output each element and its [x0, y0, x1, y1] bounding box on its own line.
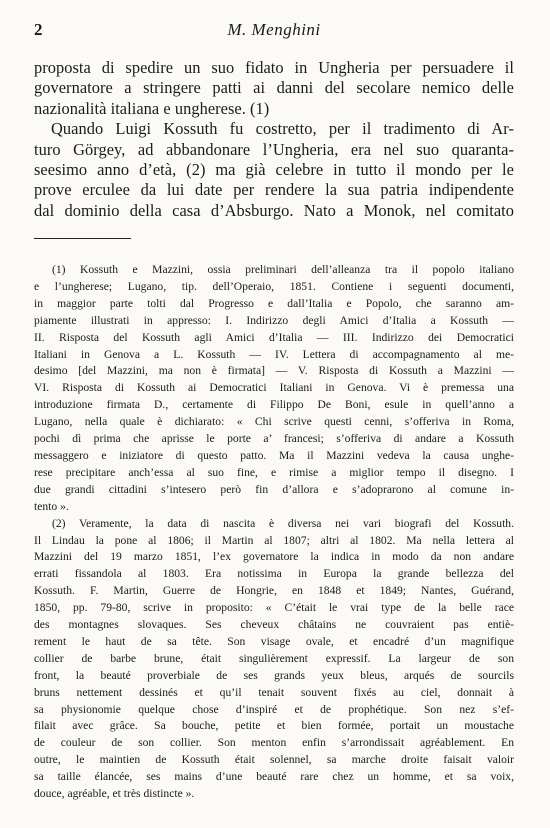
footnote-line: Mazzini del 19 marzo 1851, l’ex governatore la indica in modo da non andare	[34, 550, 514, 564]
footnote-line: (1) Kossuth e Mazzini, ossia preliminari dell’alleanza tra il popolo italiano	[52, 263, 514, 276]
footnote-line: filait avec grâce. Sa bouche, petite et bien formée, portait un moustache	[34, 719, 514, 733]
text-line: Quando Luigi Kossuth fu costretto, per il tradimento di Ar-	[51, 119, 514, 139]
footnote-line: front, la beauté proverbiale de ses grands yeux bleus, arqués de sourcils	[34, 668, 514, 682]
footnote-line: errati fissandola al 1803. Era notissima in Europa la grande bellezza del	[34, 567, 514, 581]
main-text	[34, 58, 514, 221]
text-line: prove erculee da lui date per rendere la sua patria indipendente	[34, 180, 514, 200]
footnote-line: sa taille élancée, ses mains d’une beauté rare chez un homme, et sa voix,	[34, 770, 514, 784]
text-line: governatore a stringere patti ai danni del secolare nemico delle	[34, 78, 514, 98]
footnote-line: due grandi cittadini s’intesero però fin d’allora e s’adoprarono al comune in-	[34, 482, 514, 496]
paragraph-2	[34, 119, 514, 221]
footnote-line: rement le haut de sa tête. Son visage ovale, et encadré d’un magnifique	[34, 634, 514, 648]
footnote-line: sa physionomie quelque chose d’inspiré et de prophétique. Son nez s’ef-	[34, 702, 514, 716]
running-head: M. Menghini	[227, 20, 321, 39]
footnote-line: piamente illustrati in appresso: I. Indirizzo degli Amici d’Italia a Kossuth —	[34, 313, 514, 327]
footnote-line: in maggior parte tolti dal Progresso e dall’Italia e Popolo, che saranno am-	[34, 296, 514, 310]
footnote-2	[34, 516, 514, 803]
page-header	[34, 20, 514, 42]
footnote-line: Lugano, nella quale è dichiarato: « Chi scrive questi cenni, s’offeriva in Roma,	[34, 415, 514, 429]
footnote-rule	[34, 238, 131, 239]
footnote-line: rese precipitare anch’essa al suo fine, e rimise a miglior tempo il disegno. I	[34, 465, 514, 479]
text-line: dal dominio della casa d’Absburgo. Nato a Monok, nel comitato	[34, 200, 514, 220]
footnotes	[34, 262, 514, 803]
footnote-line: II. Risposta del Kossuth agli Amici d’Italia — III. Indirizzo dei Democratici	[34, 330, 514, 344]
footnote-line: de couleur de son collier. Son menton enfin s’arrondissait agréablement. En	[34, 736, 514, 750]
footnote-line: 1850, pp. 79-80, scrive in proposito: « C’était le vrai type de la belle race	[34, 601, 514, 615]
footnote-line: desimo [del Mazzini, ma non è firmata] — V. Risposta di Kossuth a Mazzini —	[34, 364, 514, 378]
footnote-line: douce, agréable, et très distincte ».	[34, 787, 195, 801]
footnote-line: (2) Veramente, la data di nascita è diversa nei vari biografi del Kossuth.	[52, 516, 514, 530]
footnote-line: Il Lindau la pone al 1806; il Martin al 1807; altri al 1802. Ma nella lettera al	[34, 533, 514, 547]
footnote-line: tento ».	[34, 499, 69, 513]
footnote-line: pochi dì prima che aprisse le porte a’ francesi; s’offeriva di andare a Kossuth	[34, 432, 514, 446]
footnote-line: collier de barbe brune, était singulièrement expressif. La largeur de son	[34, 651, 514, 665]
footnote-line: outre, le maintien de Kossuth était solennel, sa marche droite faisait valoir	[34, 753, 514, 767]
text-line: proposta di spedire un suo fidato in Ungheria per persuadere il	[34, 58, 514, 77]
paragraph-1	[34, 58, 514, 119]
text-line: turo Görgey, ad abbandonare l’Ungheria, era nel suo quaranta-	[34, 139, 514, 159]
text-line: nazionalità italiana e ungherese. (1)	[34, 98, 270, 118]
footnote-line: Kossuth. F. Martin, Guerre de Hongrie, en 1848 et 1849; Nantes, Guérand,	[34, 584, 514, 598]
text-line: seesimo anno d’età, (2) ma già celebre in tutto il mondo per le	[34, 160, 514, 180]
footnote-line: des montagnes slovaques. Ses cheveux châtains ne couvraient pas entiè-	[34, 618, 514, 632]
footnote-1	[34, 262, 514, 516]
footnote-line: Italiani in Genova a L. Kossuth — IV. Lettera di accompagnamento al me-	[34, 347, 514, 361]
footnote-line: messaggero e iniziatore di questo patto. Ma il Mazzini vedeva la causa unghe-	[34, 448, 514, 462]
footnote-line: introduzione firmata D., certamente di Filippo De Boni, esule in quell’anno a	[34, 398, 514, 412]
page-number: 2	[34, 20, 43, 39]
footnote-line: e l’ungherese; Lugano, tip. dell’Operaio, 1851. Contiene i seguenti documenti,	[34, 279, 514, 293]
footnote-line: bruns nettement dessinés et qu’il tenait souvent fixés au ciel, donnait à	[34, 685, 514, 699]
footnote-line: VI. Risposta di Kossuth ai Democratici Italiani in Genova. Vi è premessa una	[34, 381, 514, 395]
